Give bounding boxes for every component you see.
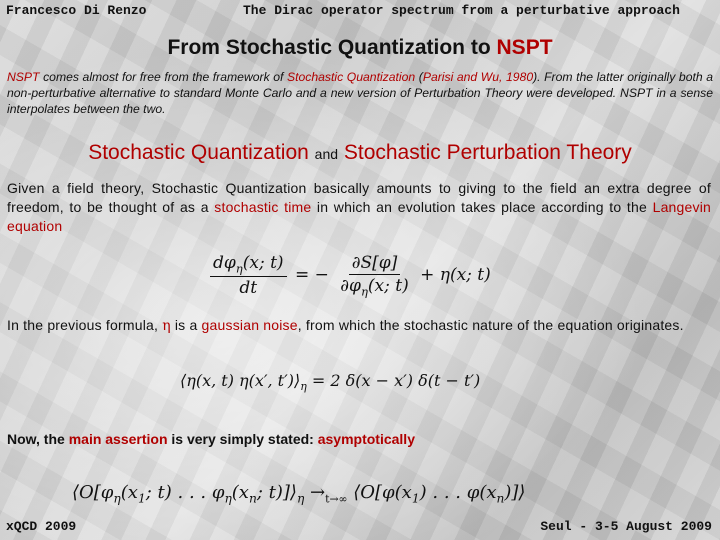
eq-noise-term: + η(x; t) [420,265,491,286]
limit-arrow: $\to_{t\to\infty}$ [310,482,348,506]
asymptotic-equation: $⟨O[\varphi_\eta(x_1$; t) . . . $\varphi_\eta(x_n$; $t)]⟩_\eta \to_{t\to\infty}$ $⟨O[\varphi(x_1)$ . . . $\varphi(x_n)]⟩$ [72,482,526,506]
intro-text-3: ). From the latter originally both a non-perturbative alternative to standard Monte Carlo and a new version of Perturbation Theory were developed. NSPT in a sense interpolates between the two. [7,70,713,116]
para2-text-3: , from which the stochastic nature of the equation originates. [297,317,684,333]
title-stochastic-quantization: Stochastic Quantization [225,36,466,59]
intro-text-1: comes almost for free from the framework of [39,70,287,84]
langevin-equation [207,253,491,298]
paragraph-langevin [7,179,711,236]
main-assertion [7,431,415,447]
talk-title: The Dirac operator spectrum from a perturbative approach [243,3,680,18]
intro-nspt: NSPT [7,70,40,84]
assertion-main: main assertion [68,431,168,447]
intro-sq: Stochastic Quantization [286,70,416,84]
intro-citation: Parisi and Wu, 1980 [422,70,534,84]
title-nspt: NSPT [496,36,553,59]
section-left: Stochastic Quantization [88,141,309,164]
author-name: Francesco Di Renzo [6,3,147,18]
para2-text-2: is a [170,317,202,333]
noise-correlation-equation: ⟨η(x, t) η(x′, $t')⟩_\eta = 2$ δ(x − x′) δ(t − t′) [180,371,481,394]
section-and: and [314,146,339,162]
para1-text-2: in which an evolution takes place according to the [311,199,653,215]
assertion-text-2: is very simply stated: [167,431,318,447]
paragraph-noise [7,316,711,336]
section-right: Stochastic Perturbation Theory [343,141,632,164]
section-heading [0,141,720,165]
para2-gaussian-noise: gaussian noise [201,317,298,333]
intro-paragraph [7,69,713,117]
para1-langevin: Langevin equation [7,199,712,234]
para2-eta: η [162,318,171,334]
title-to: to [465,36,497,59]
para1-text-1: Given a field theory, Stochastic Quantization basically amounts to giving to the field an extra degree of freedom, to be thought of as a [7,180,711,215]
title-from: From [167,36,226,59]
eq-minus: = − [294,265,329,286]
footer-conference: xQCD 2009 [6,519,77,534]
assertion-asymptotically: asymptotically [317,431,415,447]
para2-text-1: In the previous formula, [7,317,163,333]
intro-text-2: ( [415,70,423,84]
rhs-fraction: $\frac{\partial S[\varphi]}{\partial\varphi_\eta(x; t)}$ [340,253,409,299]
assertion-text-1: Now, the [7,431,69,447]
footer-date: Seul - 3-5 August 2009 [540,519,712,534]
slide-title [0,36,720,60]
lhs-fraction: $\frac{d\varphi_\eta(x; t)}{dt}$ [210,253,287,298]
para1-stochastic-time: stochastic time [214,199,312,215]
